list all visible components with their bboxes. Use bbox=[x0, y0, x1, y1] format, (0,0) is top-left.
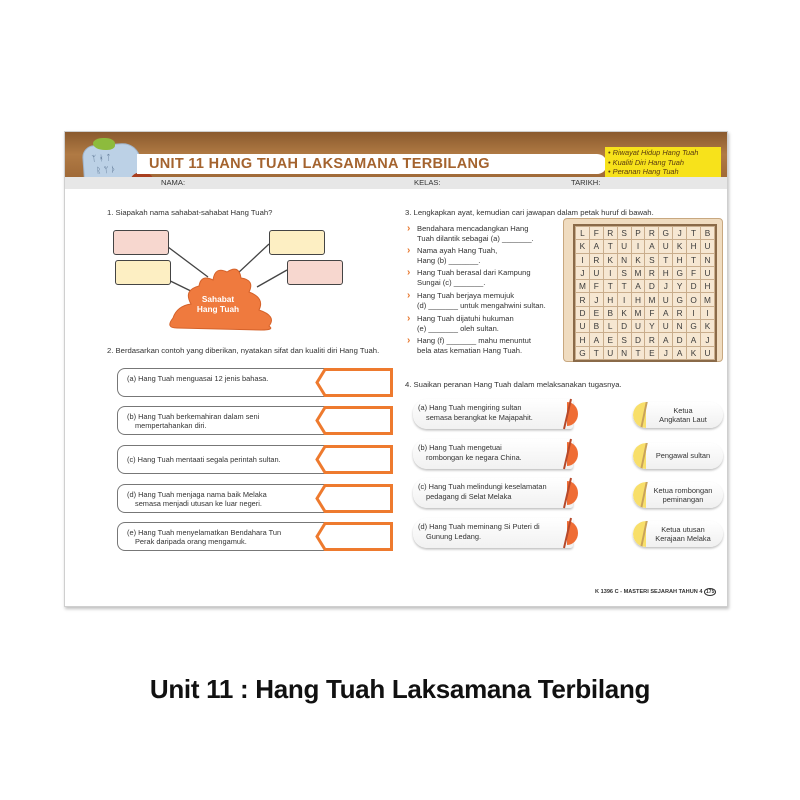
q3-item-a: › Bendahara mencadangkan Hang Tuah dilantik sebagai (a) _______. bbox=[407, 223, 534, 244]
chevron-right-icon: › bbox=[407, 267, 411, 278]
q2-answer-tag[interactable] bbox=[315, 522, 393, 551]
q1-prompt: 1. Siapakah nama sahabat-sahabat Hang Tuah? bbox=[107, 208, 273, 217]
q2-statement: (c) Hang Tuah mentaati segala perintah sultan. bbox=[117, 445, 327, 474]
grid-cell[interactable]: T bbox=[603, 280, 617, 293]
grid-cell[interactable]: K bbox=[576, 240, 590, 253]
kelas-field[interactable]: KELAS: bbox=[414, 178, 441, 187]
grid-cell[interactable]: H bbox=[701, 280, 715, 293]
grid-cell[interactable]: U bbox=[576, 320, 590, 333]
grid-cell[interactable]: D bbox=[673, 333, 687, 346]
q3-item-c: › Hang Tuah berasal dari Kampung Sungai (c) _______. bbox=[407, 267, 531, 288]
grid-row bbox=[576, 306, 715, 319]
q3-item-e: › Hang Tuah dijatuhi hukuman (e) _______ oleh sultan. bbox=[407, 313, 514, 334]
grid-cell[interactable]: T bbox=[617, 280, 631, 293]
grid-cell[interactable]: U bbox=[659, 320, 673, 333]
grid-cell[interactable]: H bbox=[659, 266, 673, 279]
grid-cell[interactable]: A bbox=[673, 346, 687, 359]
q2-row-d bbox=[117, 484, 391, 513]
grid-cell[interactable]: M bbox=[576, 280, 590, 293]
q2-row-c bbox=[117, 445, 391, 474]
topic-item: • Riwayat Hidup Hang Tuah bbox=[608, 148, 699, 157]
grid-cell[interactable]: K bbox=[603, 253, 617, 266]
q4-role-task-a[interactable]: (a) Hang Tuah mengiring sultan semasa berangkat ke Majapahit. bbox=[413, 399, 573, 429]
answer-box-1[interactable] bbox=[113, 230, 169, 255]
q4-role-task-d[interactable]: (d) Hang Tuah meminang Si Puteri di Gunung Ledang. bbox=[413, 518, 573, 548]
grid-cell[interactable]: Y bbox=[645, 320, 659, 333]
q4-prompt: 4. Suaikan peranan Hang Tuah dalam melaksanakan tugasnya. bbox=[405, 380, 622, 389]
grid-row bbox=[576, 333, 715, 346]
grid-cell[interactable]: U bbox=[589, 266, 603, 279]
chevron-right-icon: › bbox=[407, 290, 411, 301]
q2-answer-tag[interactable] bbox=[315, 484, 393, 513]
nama-field[interactable]: NAMA: bbox=[161, 178, 186, 187]
chevron-right-icon: › bbox=[407, 223, 411, 234]
q3-item-f: › Hang (f) _______ mahu menuntut bela atas kematian Hang Tuah. bbox=[407, 335, 531, 356]
grid-cell[interactable]: M bbox=[631, 266, 645, 279]
grid-cell[interactable]: H bbox=[687, 240, 701, 253]
grid-cell[interactable]: R bbox=[603, 227, 617, 240]
q4-role-task-c[interactable]: (c) Hang Tuah melindungi keselamatan pedagang di Selat Melaka bbox=[413, 478, 573, 508]
word-search-grid[interactable] bbox=[573, 224, 717, 362]
grid-cell[interactable]: I bbox=[617, 293, 631, 306]
grid-cell[interactable]: D bbox=[576, 306, 590, 319]
grid-cell[interactable]: T bbox=[687, 227, 701, 240]
grid-row bbox=[576, 346, 715, 359]
answer-box-3[interactable] bbox=[115, 260, 171, 285]
grid-cell[interactable]: F bbox=[589, 227, 603, 240]
grid-cell[interactable]: R bbox=[589, 253, 603, 266]
grid-cell[interactable]: E bbox=[603, 333, 617, 346]
q4-role-task-b[interactable]: (b) Hang Tuah mengetuai rombongan ke negara China. bbox=[413, 439, 573, 469]
grid-cell[interactable]: G bbox=[687, 320, 701, 333]
grid-cell[interactable]: B bbox=[603, 306, 617, 319]
grid-cell[interactable]: U bbox=[659, 240, 673, 253]
grid-cell[interactable]: U bbox=[659, 293, 673, 306]
grid-cell[interactable]: K bbox=[617, 306, 631, 319]
grid-cell[interactable]: A bbox=[631, 280, 645, 293]
grid-cell[interactable]: N bbox=[673, 320, 687, 333]
grid-cell[interactable]: K bbox=[631, 253, 645, 266]
grid-row bbox=[576, 293, 715, 306]
grid-cell[interactable]: T bbox=[687, 253, 701, 266]
grid-row bbox=[576, 320, 715, 333]
center-label: Sahabat Hang Tuah bbox=[196, 294, 240, 314]
grid-cell[interactable]: D bbox=[645, 280, 659, 293]
grid-cell[interactable]: T bbox=[659, 253, 673, 266]
grid-row bbox=[576, 240, 715, 253]
grid-cell[interactable]: G bbox=[673, 266, 687, 279]
q3-prompt: 3. Lengkapkan ayat, kemudian cari jawapan dalam petak huruf di bawah. bbox=[405, 208, 654, 217]
grid-cell[interactable]: G bbox=[673, 293, 687, 306]
q2-statement: (b) Hang Tuah berkemahiran dalam seni mempertahankan diri. bbox=[117, 406, 327, 435]
q2-row-a bbox=[117, 368, 391, 397]
grid-cell[interactable]: L bbox=[603, 320, 617, 333]
grid-cell[interactable]: F bbox=[687, 266, 701, 279]
grid-cell[interactable]: B bbox=[701, 227, 715, 240]
chevron-right-icon: › bbox=[407, 313, 411, 324]
grid-cell[interactable]: U bbox=[701, 346, 715, 359]
grid-cell[interactable]: I bbox=[631, 240, 645, 253]
grid-cell[interactable]: K bbox=[701, 320, 715, 333]
grid-cell[interactable]: R bbox=[645, 333, 659, 346]
grid-row bbox=[576, 227, 715, 240]
grid-cell[interactable]: I bbox=[603, 266, 617, 279]
grid-cell[interactable]: A bbox=[659, 306, 673, 319]
grid-cell[interactable]: K bbox=[673, 240, 687, 253]
grid-cell[interactable]: G bbox=[576, 346, 590, 359]
grid-cell[interactable]: I bbox=[687, 306, 701, 319]
grid-cell[interactable]: S bbox=[617, 333, 631, 346]
grid-cell[interactable]: M bbox=[701, 293, 715, 306]
q2-statement: (a) Hang Tuah menguasai 12 jenis bahasa. bbox=[117, 368, 327, 397]
grid-cell[interactable]: J bbox=[701, 333, 715, 346]
q3-item-b: › Nama ayah Hang Tuah, Hang (b) _______. bbox=[407, 245, 498, 266]
grid-cell[interactable]: T bbox=[603, 240, 617, 253]
grid-cell[interactable]: R bbox=[645, 227, 659, 240]
grid-cell[interactable]: A bbox=[687, 333, 701, 346]
grid-cell[interactable]: A bbox=[659, 333, 673, 346]
tarikh-field[interactable]: TARIKH: bbox=[571, 178, 601, 187]
grid-cell[interactable]: D bbox=[687, 280, 701, 293]
grid-cell[interactable]: S bbox=[617, 266, 631, 279]
unit-title: UNIT 11 HANG TUAH LAKSAMANA TERBILANG bbox=[149, 156, 490, 172]
grid-cell[interactable]: U bbox=[631, 320, 645, 333]
grid-cell[interactable]: R bbox=[576, 293, 590, 306]
q4-role-option-4[interactable]: Ketua utusan Kerajaan Melaka bbox=[633, 521, 723, 547]
grid-row bbox=[576, 266, 715, 279]
grid-cell[interactable]: S bbox=[645, 253, 659, 266]
grid-cell[interactable]: U bbox=[617, 240, 631, 253]
grid-cell[interactable]: L bbox=[576, 227, 590, 240]
grid-cell[interactable]: N bbox=[617, 346, 631, 359]
q2-answer-tag[interactable] bbox=[315, 368, 393, 397]
q2-answer-tag[interactable] bbox=[315, 445, 393, 474]
q4-connector-caps bbox=[561, 396, 581, 556]
grid-row bbox=[576, 253, 715, 266]
grid-cell[interactable]: B bbox=[589, 320, 603, 333]
grid-cell[interactable]: J bbox=[659, 346, 673, 359]
grid-cell[interactable]: G bbox=[659, 227, 673, 240]
q2-statement: (e) Hang Tuah menyelamatkan Bendahara Tun Perak daripada orang mengamuk. bbox=[117, 522, 327, 551]
grid-row bbox=[576, 280, 715, 293]
grid-cell[interactable]: J bbox=[659, 280, 673, 293]
grid-cell[interactable]: A bbox=[589, 240, 603, 253]
page-caption: Unit 11 : Hang Tuah Laksamana Terbilang bbox=[149, 674, 651, 704]
grid-cell[interactable]: F bbox=[645, 306, 659, 319]
grid-cell[interactable]: O bbox=[687, 293, 701, 306]
grid-cell[interactable]: D bbox=[617, 320, 631, 333]
grid-cell[interactable]: R bbox=[673, 306, 687, 319]
q2-row-b bbox=[117, 406, 391, 435]
page-number-badge: 175 bbox=[706, 589, 715, 595]
topic-item: • Peranan Hang Tuah bbox=[608, 167, 679, 176]
q4-role-option-1[interactable]: Ketua Angkatan Laut bbox=[633, 402, 723, 428]
grid-cell[interactable]: E bbox=[645, 346, 659, 359]
grid-cell[interactable]: H bbox=[631, 293, 645, 306]
grid-cell[interactable]: M bbox=[645, 293, 659, 306]
q2-row-e bbox=[117, 522, 391, 551]
q4-role-option-3[interactable]: Ketua rombongan peminangan bbox=[633, 482, 723, 508]
answer-box-2[interactable] bbox=[269, 230, 325, 255]
grid-cell[interactable]: F bbox=[589, 280, 603, 293]
grid-cell[interactable]: A bbox=[589, 333, 603, 346]
q2-statement: (d) Hang Tuah menjaga nama baik Melaka semasa menjadi utusan ke luar negeri. bbox=[117, 484, 327, 513]
topic-item: • Kualiti Diri Hang Tuah bbox=[608, 157, 684, 167]
worksheet-page bbox=[64, 131, 728, 607]
grid-cell[interactable]: H bbox=[603, 293, 617, 306]
grid-cell[interactable]: A bbox=[645, 240, 659, 253]
chevron-right-icon: › bbox=[407, 245, 411, 256]
grid-cell[interactable]: M bbox=[631, 306, 645, 319]
grid-cell[interactable]: J bbox=[576, 266, 590, 279]
grid-cell[interactable]: I bbox=[701, 306, 715, 319]
grid-cell[interactable]: U bbox=[701, 240, 715, 253]
grid-cell[interactable]: K bbox=[687, 346, 701, 359]
inscribed-stone-illustration: ᛉ ᚼ ᛏ ᚱ ᛘ ᚦ bbox=[82, 142, 143, 188]
page-footer: K 1396 C - MASTERI SEJARAH TAHUN 4 175 bbox=[595, 589, 715, 595]
grid-cell[interactable]: U bbox=[701, 266, 715, 279]
answer-box-4[interactable] bbox=[287, 260, 343, 285]
grid-cell[interactable]: T bbox=[589, 346, 603, 359]
grid-cell[interactable]: D bbox=[631, 333, 645, 346]
grid-cell[interactable]: E bbox=[589, 306, 603, 319]
grid-cell[interactable]: N bbox=[701, 253, 715, 266]
q3-item-d: › Hang Tuah berjaya memujuk (d) _______ untuk mengahwini sultan. bbox=[407, 290, 546, 311]
grid-cell[interactable]: I bbox=[576, 253, 590, 266]
grid-cell[interactable]: H bbox=[673, 253, 687, 266]
grid-cell[interactable]: R bbox=[645, 266, 659, 279]
chevron-right-icon: › bbox=[407, 335, 411, 346]
q4-role-option-2[interactable]: Pengawal sultan bbox=[633, 443, 723, 469]
grid-cell[interactable]: U bbox=[603, 346, 617, 359]
grid-cell[interactable]: J bbox=[589, 293, 603, 306]
q2-answer-tag[interactable] bbox=[315, 406, 393, 435]
grid-cell[interactable]: H bbox=[576, 333, 590, 346]
grid-cell[interactable]: S bbox=[617, 227, 631, 240]
grid-cell[interactable]: Y bbox=[673, 280, 687, 293]
grid-cell[interactable]: N bbox=[617, 253, 631, 266]
grid-cell[interactable]: P bbox=[631, 227, 645, 240]
q2-prompt: 2. Berdasarkan contoh yang diberikan, nyatakan sifat dan kualiti diri Hang Tuah. bbox=[107, 346, 380, 355]
grid-cell[interactable]: T bbox=[631, 346, 645, 359]
grid-cell[interactable]: J bbox=[673, 227, 687, 240]
